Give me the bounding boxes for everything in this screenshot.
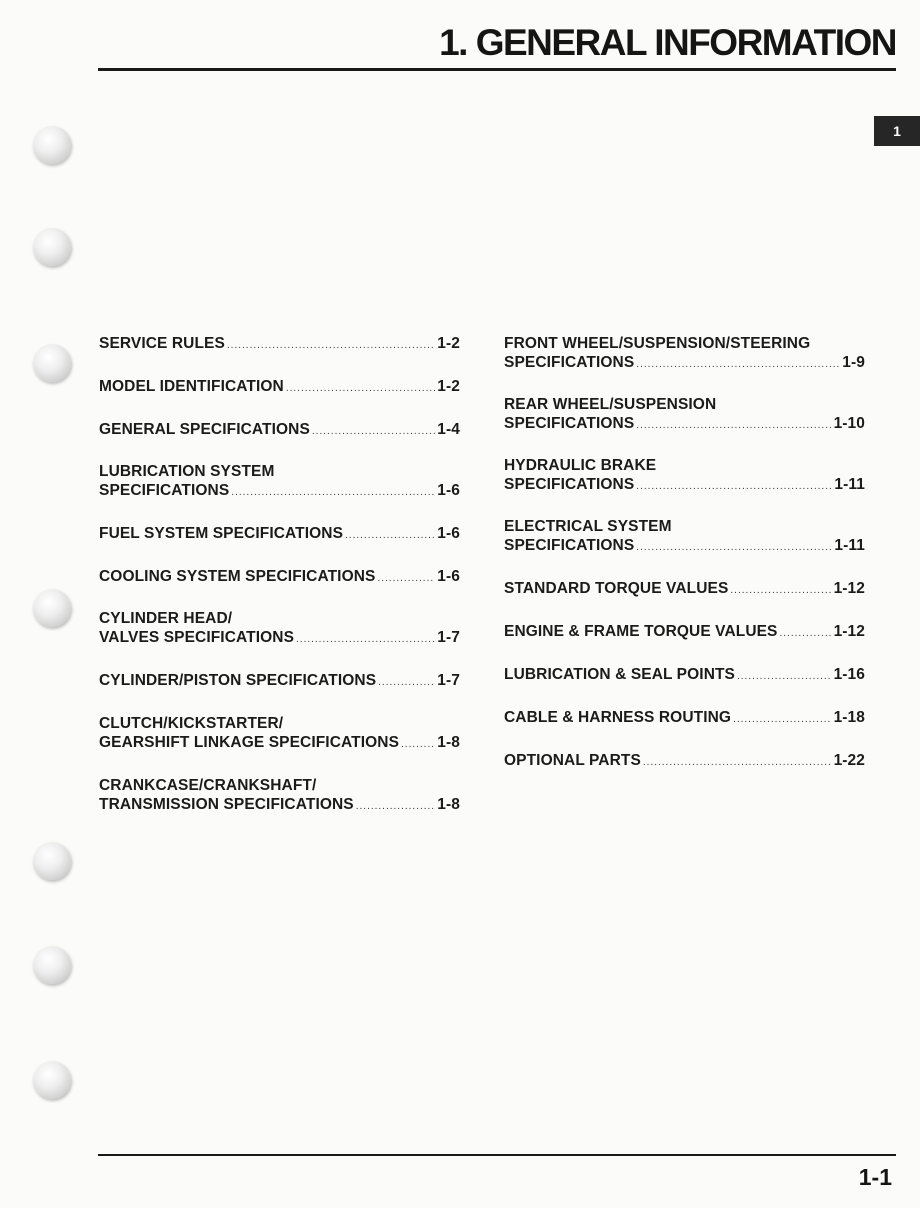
toc-page-number: 1-10 [833,415,865,432]
toc-entry-title: CYLINDER/PISTON SPECIFICATIONS [99,672,377,689]
toc-page-number: 1-4 [437,421,460,438]
toc-entry-title: VALVES SPECIFICATIONS [99,629,295,646]
toc-page-number: 1-6 [437,568,460,585]
toc-entry-title: OPTIONAL PARTS [504,752,641,769]
toc-page-number: 1-12 [833,623,865,640]
toc-page-number: 1-7 [437,629,460,646]
toc-entry-title: SPECIFICATIONS [504,537,635,554]
toc-entry-title-line: CYLINDER HEAD/ [99,610,233,627]
toc-leader-dots [296,630,435,649]
toc-entry-title: ENGINE & FRAME TORQUE VALUES [504,623,778,640]
toc-entry-title: SERVICE RULES [99,335,225,352]
toc-leader-dots [780,624,832,643]
toc-entry-title: GEARSHIFT LINKAGE SPECIFICATIONS [99,734,400,751]
toc-leader-dots [636,416,831,435]
toc-entry-title: COOLING SYSTEM SPECIFICATIONS [99,568,376,585]
toc-page-number: 1-7 [437,672,460,689]
toc-entry[interactable] [504,751,865,772]
punch-hole-icon [33,589,71,627]
toc-entry[interactable] [504,456,865,496]
toc-page-number: 1-2 [437,378,460,395]
toc-page-number: 1-18 [833,709,865,726]
toc-entry[interactable] [99,462,460,502]
chapter-tab: 1 [874,116,920,146]
header-rule [98,68,896,71]
toc-entry-title: SPECIFICATIONS [504,476,635,493]
toc-entry[interactable] [99,334,460,355]
page-number: 1-1 [858,1164,892,1190]
footer-rule [98,1154,896,1156]
punch-hole-icon [33,126,71,164]
toc-entry[interactable] [504,334,865,374]
toc-page-number: 1-11 [834,476,865,493]
punch-hole-icon [33,946,71,984]
punch-hole-icon [33,842,71,880]
toc-page-number: 1-12 [833,580,865,597]
toc-leader-dots [636,538,832,557]
toc-leader-dots [636,355,840,374]
toc-entry-title: CABLE & HARNESS ROUTING [504,709,732,726]
toc-leader-dots [312,422,435,441]
toc-leader-dots [227,336,435,355]
toc-page-number: 1-8 [437,796,460,813]
toc-page-number: 1-11 [834,537,865,554]
toc-entry[interactable] [504,708,865,729]
toc-entry-title: STANDARD TORQUE VALUES [504,580,729,597]
toc-entry-title: SPECIFICATIONS [99,482,230,499]
punch-hole-icon [33,344,71,382]
toc-leader-dots [636,477,832,496]
toc-leader-dots [231,483,435,502]
toc-entry-title-line: CRANKCASE/CRANKSHAFT/ [99,777,317,794]
toc-entry-title-line: REAR WHEEL/SUSPENSION [504,396,717,413]
toc-entry[interactable] [99,776,460,816]
toc-entry-title: MODEL IDENTIFICATION [99,378,284,395]
toc-entry[interactable] [504,517,865,557]
toc-entry-title: TRANSMISSION SPECIFICATIONS [99,796,354,813]
toc-entry[interactable] [99,420,460,441]
toc-leader-dots [356,797,436,816]
toc-entry[interactable] [99,524,460,545]
punch-hole-icon [33,228,71,266]
toc-leader-dots [345,526,435,545]
toc-page-number: 1-2 [437,335,460,352]
toc-page-number: 1-9 [842,354,865,371]
toc-leader-dots [286,379,435,398]
chapter-title: 1. GENERAL INFORMATION [439,22,896,63]
toc-entry-title: FUEL SYSTEM SPECIFICATIONS [99,525,344,542]
toc-page-number: 1-6 [437,525,460,542]
toc-leader-dots [733,710,832,729]
toc-leader-dots [737,667,832,686]
toc-entry-title: SPECIFICATIONS [504,354,635,371]
toc-entry[interactable] [99,377,460,398]
toc-entry[interactable] [504,665,865,686]
toc-page-number: 1-22 [833,752,865,769]
toc-leader-dots [401,735,435,754]
toc-entry[interactable] [99,567,460,588]
toc-page-number: 1-8 [437,734,460,751]
toc-entry-title-line: FRONT WHEEL/SUSPENSION/STEERING [504,335,811,352]
toc-entry[interactable] [99,671,460,692]
toc-entry[interactable] [99,609,460,649]
toc-entry-title: GENERAL SPECIFICATIONS [99,421,310,438]
toc-entry-title-line: ELECTRICAL SYSTEM [504,518,672,535]
toc-entry[interactable] [504,395,865,435]
toc-entry[interactable] [504,622,865,643]
toc-leader-dots [643,753,832,772]
toc-leader-dots [378,673,435,692]
toc-leader-dots [730,581,831,600]
toc-page-number: 1-16 [833,666,865,683]
toc-entry-title: LUBRICATION & SEAL POINTS [504,666,735,683]
toc-entry[interactable] [504,579,865,600]
toc-entry-title-line: HYDRAULIC BRAKE [504,457,657,474]
toc-entry[interactable] [99,714,460,754]
toc-page-number: 1-6 [437,482,460,499]
toc-entry-title: SPECIFICATIONS [504,415,635,432]
toc-entry-title-line: LUBRICATION SYSTEM [99,463,275,480]
toc-leader-dots [377,569,435,588]
toc-entry-title-line: CLUTCH/KICKSTARTER/ [99,715,284,732]
punch-hole-icon [33,1061,71,1099]
